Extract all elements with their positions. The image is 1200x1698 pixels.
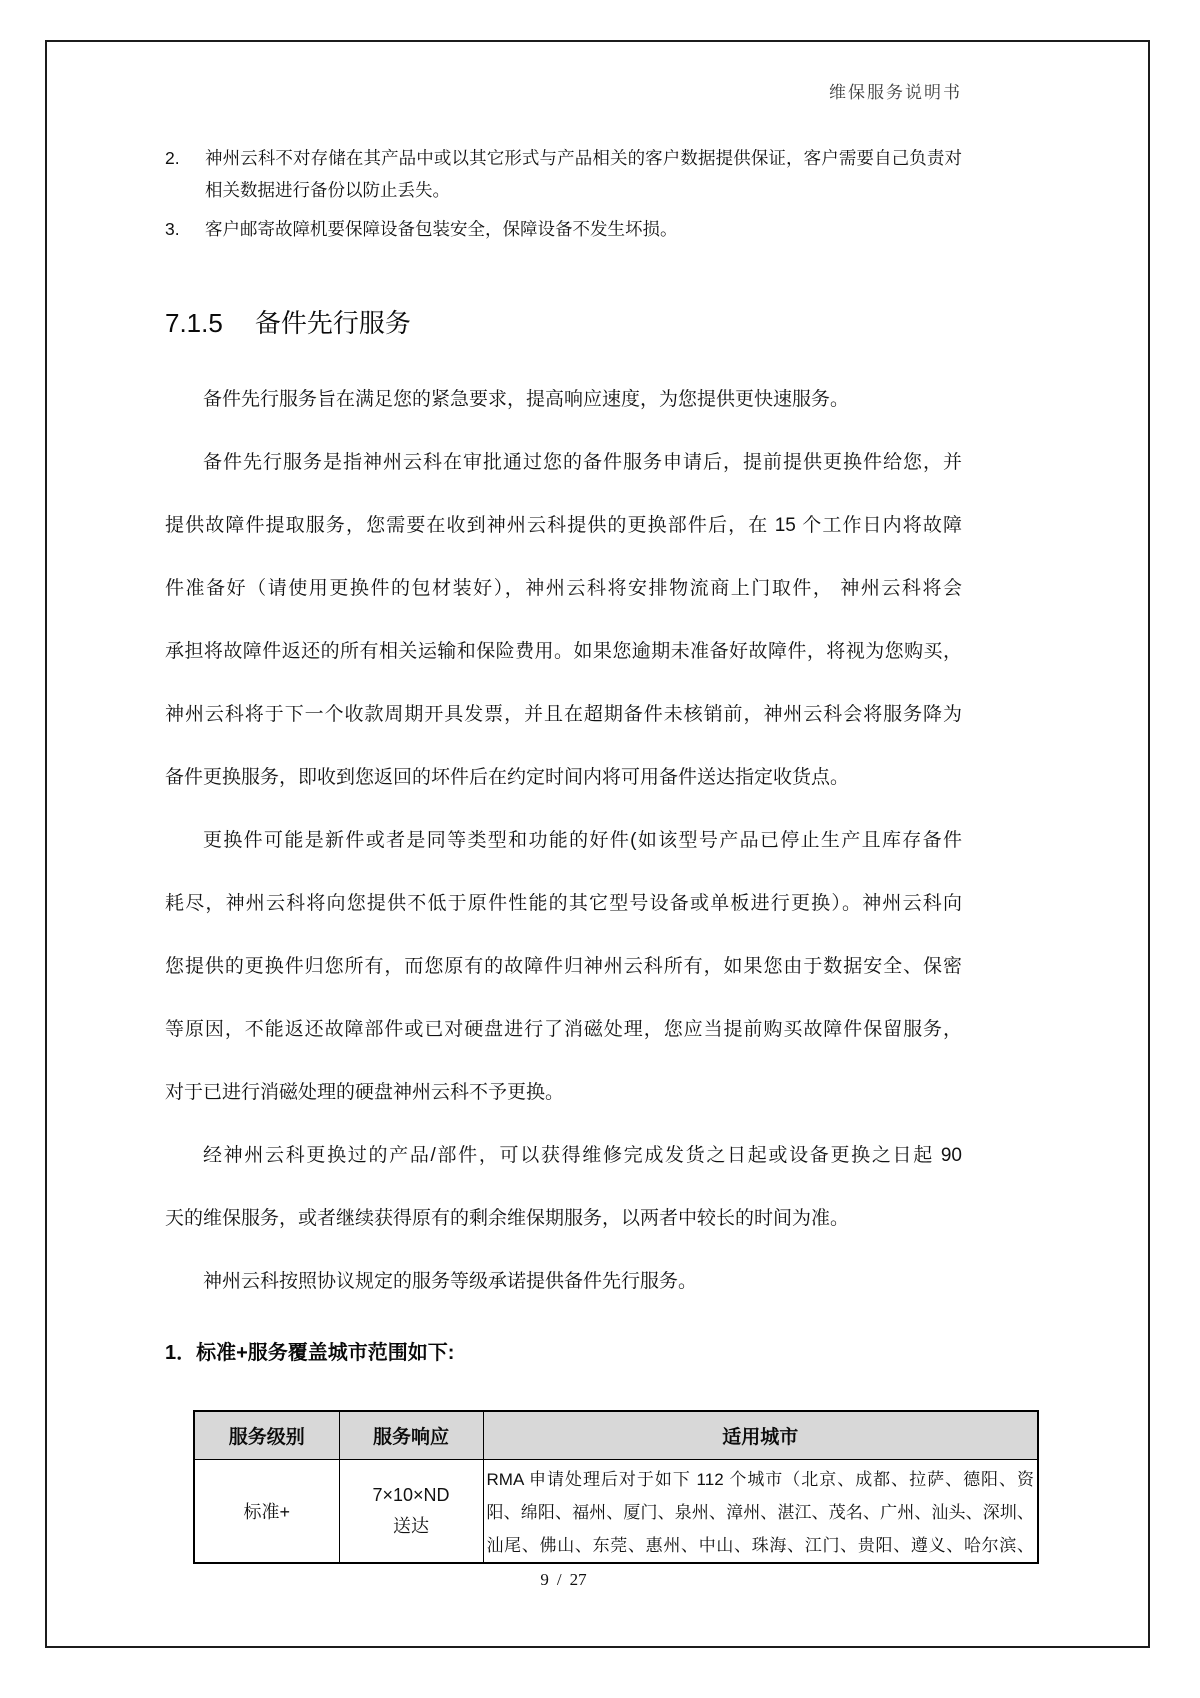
- text-line: 天的维保服务，或者继续获得原有的剩余维保期服务，以两者中较长的时间为准。: [165, 1208, 850, 1229]
- paragraph: [165, 1250, 962, 1313]
- text-line: RMA 申请处理后对于如下 112 个城市（北京、成都、拉萨、德阳、资: [486, 1469, 1034, 1489]
- text-line: 耗尽，神州云科将向您提供不低于原件性能的其它型号设备或单板进行更换）。神州云科向: [165, 893, 962, 914]
- text-line: 汕尾、佛山、东莞、惠州、中山、珠海、江门、贵阳、遵义、哈尔滨、: [486, 1535, 1034, 1555]
- page-number-separator: /: [556, 1570, 562, 1589]
- text-line: 您提供的更换件归您所有，而您原有的故障件归神州云科所有，如果您由于数据安全、保密: [165, 956, 962, 977]
- response-line: 7×10×ND: [372, 1484, 450, 1505]
- ordered-list: [165, 142, 962, 252]
- list-item-number: 2.: [165, 148, 180, 168]
- cell-service-level: 标准+: [194, 1459, 339, 1563]
- paragraph: [165, 431, 962, 809]
- cell-service-response: [339, 1459, 483, 1563]
- text-line: 等原因，不能返还故障部件或已对硬盘进行了消磁处理，您应当提前购买故障件保留服务，: [165, 1019, 962, 1040]
- paragraph: [165, 368, 962, 431]
- service-coverage-table: [193, 1410, 1039, 1564]
- text-line: 经神州云科更换过的产品/部件，可以获得维修完成发货之日起或设备更换之日起 90: [203, 1145, 962, 1166]
- section-heading: [165, 303, 411, 340]
- list-item-number: 3.: [165, 219, 180, 239]
- text-line: 件准备好（请使用更换件的包材装好），神州云科将安排物流商上门取件， 神州云科将会: [165, 578, 962, 599]
- section-title: 备件先行服务: [254, 308, 411, 338]
- page-number-total: 27: [569, 1570, 587, 1589]
- header-cell-service-response: 服务响应: [339, 1411, 483, 1459]
- list-item: [165, 142, 962, 206]
- text-line: 更换件可能是新件或者是同等类型和功能的好件(如该型号产品已停止生产且库存备件: [203, 830, 962, 851]
- body-paragraphs: [165, 368, 962, 1313]
- text-line: 阳、绵阳、福州、厦门、泉州、漳州、湛江、茂名、广州、汕头、深圳、: [486, 1502, 1034, 1522]
- text-line: 备件更换服务，即收到您返回的坏件后在约定时间内将可用备件送达指定收货点。: [165, 767, 850, 788]
- cell-applicable-cities: [483, 1459, 1038, 1563]
- header-cell-service-level: 服务级别: [194, 1411, 339, 1459]
- subsection-heading: 1．标准+服务覆盖城市范围如下:: [165, 1342, 455, 1364]
- list-item: [165, 213, 962, 245]
- list-item-text: 客户邮寄故障机要保障设备包装安全，保障设备不发生坏损。: [205, 219, 678, 239]
- paragraph: [165, 809, 962, 1124]
- page-number-current: 9: [540, 1570, 549, 1589]
- text-line: 备件先行服务旨在满足您的紧急要求，提高响应速度，为您提供更快速服务。: [203, 389, 850, 410]
- table-row: [194, 1459, 1038, 1563]
- table-header-row: [194, 1411, 1038, 1459]
- section-number: 7.1.5: [165, 308, 223, 338]
- page-footer: [165, 1570, 962, 1590]
- header-cell-applicable-cities: 适用城市: [483, 1411, 1038, 1459]
- text-line: 对于已进行消磁处理的硬盘神州云科不予更换。: [165, 1082, 565, 1103]
- response-line: 送达: [393, 1515, 429, 1536]
- text-line: 提供故障件提取服务，您需要在收到神州云科提供的更换部件后，在 15 个工作日内将故障: [165, 515, 962, 536]
- text-line: 承担将故障件返还的所有相关运输和保险费用。如果您逾期未准备好故障件，将视为您购买，: [165, 641, 962, 662]
- text-line: 备件先行服务是指神州云科在审批通过您的备件服务申请后，提前提供更换件给您，并: [203, 452, 962, 473]
- paragraph: [165, 1124, 962, 1250]
- list-item-text: 神州云科不对存储在其产品中或以其它形式与产品相关的客户数据提供保证，客户需要自己负责对相关数据进行备份以防止丢失。: [205, 148, 962, 200]
- text-line: 神州云科将于下一个收款周期开具发票，并且在超期备件未核销前，神州云科会将服务降为: [165, 704, 962, 725]
- text-line: 神州云科按照协议规定的服务等级承诺提供备件先行服务。: [203, 1271, 698, 1292]
- doc-header-title: 维保服务说明书: [829, 83, 962, 102]
